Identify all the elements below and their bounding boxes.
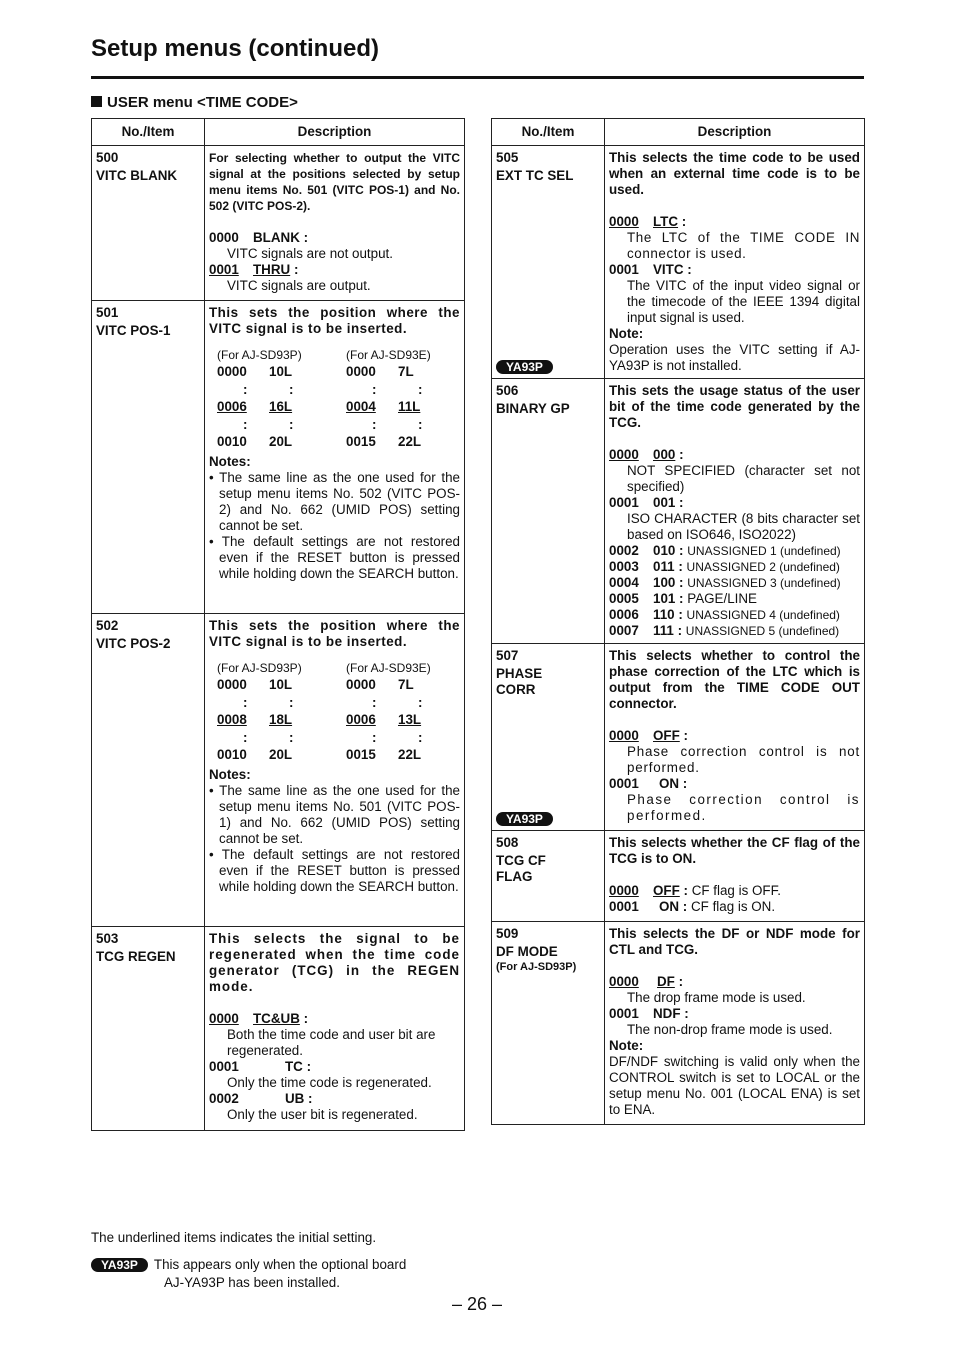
option-colon: : <box>683 728 688 743</box>
option-label: 001 : <box>653 495 684 510</box>
option-label: 011 : <box>653 559 683 574</box>
item-number: 502 <box>96 618 119 633</box>
table-row <box>492 379 865 644</box>
pos-value: 7L <box>398 677 414 692</box>
option-desc: UNASSIGNED 5 (undefined) <box>685 624 840 638</box>
section-heading-text: USER menu <TIME CODE> <box>107 94 298 111</box>
table-row <box>492 922 865 1125</box>
option-label: NDF : <box>653 1006 689 1021</box>
right-settings-table <box>491 118 865 1125</box>
table-row <box>92 146 465 301</box>
note-item: • The default settings are not restored even if the RESET button is pressed while holding down the SEARCH button. <box>209 846 460 894</box>
item-name: DF MODE <box>496 944 558 959</box>
note-item: • The same line as the one used for the setup menu items No. 502 (VITC POS-2) and No. 662 (UMID POS) setting cannot be set. <box>209 469 460 533</box>
item-intro: This selects the DF or NDF mode for CTL and TCG. <box>609 926 860 957</box>
option-desc: ISO CHARACTER (8 bits character set based on ISO646, ISO2022) <box>627 511 860 542</box>
item-number: 507 <box>496 648 519 663</box>
option-code: 0001 <box>609 262 639 277</box>
option-code: 0000 <box>609 974 639 989</box>
item-name: CORR <box>496 682 536 697</box>
pos-value: 0008 <box>217 712 247 728</box>
notes-label: Notes: <box>209 766 251 782</box>
option-code: 0000 <box>609 883 639 898</box>
pos-value: 16L <box>269 399 293 415</box>
option-desc: UNASSIGNED 3 (undefined) <box>687 576 841 590</box>
option-label: TC : <box>285 1059 312 1074</box>
option-label: THRU <box>253 262 291 277</box>
option-desc: Phase correction control is not performed. <box>627 744 860 775</box>
pos-value: 11L <box>398 399 421 415</box>
option-desc: CF flag is OFF. <box>691 883 781 898</box>
option-colon: : <box>681 214 687 229</box>
option-label: 000 <box>653 447 676 462</box>
note-label: Note: <box>609 326 644 341</box>
note-text: DF/NDF switching is valid only when the CONTROL switch is set to LOCAL or the setup menu No. 001 (LOCAL ENA) is set to ENA. <box>609 1054 860 1117</box>
item-intro: This selects whether to control the phase correction of the LTC which is output from the TIME CODE OUT connector. <box>609 648 860 711</box>
option-label: OFF <box>653 728 680 743</box>
table-row <box>92 301 465 614</box>
option-desc: NOT SPECIFIED (character set not specified) <box>627 463 860 494</box>
table-row <box>92 927 465 1131</box>
model-e-header: (For AJ-SD93E) <box>346 348 431 362</box>
note-item: • The default settings are not restored even if the RESET button is pressed while holding down the SEARCH button. <box>209 533 460 581</box>
underline-legend: The underlined items indicates the initial setting. <box>91 1230 377 1245</box>
option-label: DF <box>657 974 675 989</box>
option-code: 0006 <box>609 607 639 622</box>
item-intro: This sets the position where the VITC signal is to be inserted. <box>209 618 460 649</box>
badge-legend-text: This appears only when the optional board <box>153 1257 407 1272</box>
option-colon: : <box>683 883 688 898</box>
option-code: 0000 <box>209 1011 239 1026</box>
option-desc: UNASSIGNED 2 (undefined) <box>686 560 840 574</box>
option-label: LTC <box>653 214 679 229</box>
pos-value: 0000 <box>217 677 247 692</box>
option-label: 110 : <box>653 607 683 622</box>
option-code: 0000 <box>609 728 639 743</box>
page-title: Setup menus (continued) <box>91 35 379 62</box>
ya93p-badge: YA93P <box>496 812 553 826</box>
item-intro: This selects the time code to be used when an external time code is to be used. <box>609 150 860 197</box>
ya93p-badge: YA93P <box>91 1258 148 1272</box>
option-code: 0003 <box>609 559 639 574</box>
item-model-note: (For AJ-SD93P) <box>496 961 577 973</box>
option-label: ON : <box>659 776 688 791</box>
pos-value: 0015 <box>346 747 376 763</box>
pos-value: 22L <box>398 747 422 763</box>
pos-value: 0015 <box>346 434 376 450</box>
item-name: FLAG <box>496 869 533 884</box>
pos-value: 0000 <box>346 677 376 692</box>
item-number: 505 <box>496 150 519 165</box>
option-code: 0000 <box>209 230 239 245</box>
pos-value: 20L <box>269 747 293 763</box>
note-text: Operation uses the VITC setting if AJ-YA93P is not installed. <box>609 342 860 373</box>
option-desc: CF flag is ON. <box>691 899 776 914</box>
model-p-header: (For AJ-SD93P) <box>217 661 302 675</box>
option-desc: Only the time code is regenerated. <box>227 1075 432 1090</box>
option-code: 0001 <box>609 776 639 791</box>
option-code: 0004 <box>609 575 639 590</box>
option-code: 0000 <box>609 214 639 229</box>
option-desc: UNASSIGNED 1 (undefined) <box>687 544 841 558</box>
option-label: BLANK : <box>253 230 309 245</box>
item-intro: This selects the signal to be regenerated when the time code generator (TCG) in the REGEN mode. <box>209 931 460 994</box>
option-label: UB : <box>285 1091 313 1106</box>
header-description: Description <box>205 119 465 146</box>
item-number: 500 <box>96 150 119 165</box>
pos-value: 20L <box>269 434 293 450</box>
pos-value: 0010 <box>217 434 247 450</box>
note-item: • The same line as the one used for the setup menu items No. 501 (VITC POS-1) and No. 662 (UMID POS) setting cannot be set. <box>209 782 460 846</box>
option-code: 0001 <box>209 262 239 277</box>
pos-value: 22L <box>398 434 422 450</box>
header-no-item: No./Item <box>92 119 205 146</box>
option-desc: The non-drop frame mode is used. <box>627 1022 833 1037</box>
pos-value: 10L <box>269 677 293 692</box>
note-label: Note: <box>609 1038 644 1053</box>
option-desc: The VITC of the input video signal or the timecode of the IEEE 1394 digital input signal is used. <box>627 278 860 325</box>
item-number: 503 <box>96 931 119 946</box>
pos-value: 0006 <box>217 399 247 415</box>
item-intro: This selects whether the CF flag of the TCG is to ON. <box>609 835 860 866</box>
option-desc: Phase correction control is performed. <box>627 792 860 823</box>
option-code: 0002 <box>209 1091 239 1106</box>
option-code: 0005 <box>609 591 639 606</box>
option-label: TC&UB <box>253 1011 300 1026</box>
badge-legend <box>91 1256 406 1292</box>
item-number: 509 <box>496 926 519 941</box>
notes-label: Notes: <box>209 453 251 469</box>
pos-value: 10L <box>269 364 293 379</box>
option-desc: PAGE/LINE <box>687 591 757 606</box>
option-desc: VITC signals are not output. <box>227 246 393 261</box>
option-label: 100 : <box>653 575 684 590</box>
pos-value: 18L <box>269 712 293 728</box>
header-description: Description <box>605 119 865 146</box>
item-intro: For selecting whether to output the VITC signal at the positions selected by setup menu items No. 501 (VITC POS-1) and No. 502 (VITC POS-2). <box>209 151 460 213</box>
table-row <box>492 644 865 831</box>
page-number: – 26 – <box>451 1294 503 1314</box>
option-colon: : <box>293 262 299 277</box>
position-table: (For AJ-SD93P) (For AJ-SD93E) 0000 10L 0000 7L : : : : 0006 16L 0004 11L : : : : 0010 20L 0015 22L <box>217 347 460 451</box>
item-name: TCG REGEN <box>96 949 176 964</box>
item-intro: This sets the position where the VITC signal is to be inserted. <box>209 305 460 336</box>
item-name: VITC POS-2 <box>96 636 171 651</box>
option-label: 101 : <box>653 591 684 606</box>
option-code: 0000 <box>609 447 639 462</box>
pos-value: 0004 <box>346 399 376 415</box>
option-desc: VITC signals are output. <box>227 278 371 293</box>
option-desc: Both the time code and user bit are regenerated. <box>227 1027 436 1058</box>
square-bullet-icon <box>91 96 102 107</box>
item-name: PHASE <box>496 666 543 681</box>
ya93p-badge: YA93P <box>496 360 553 374</box>
position-table: (For AJ-SD93P) (For AJ-SD93E) 0000 10L 0000 7L : : : : 0008 18L 0006 13L : : : : 0010 20L 0015 22L <box>217 660 460 764</box>
option-desc: UNASSIGNED 4 (undefined) <box>686 608 840 622</box>
option-label: 010 : <box>653 543 684 558</box>
option-label: OFF <box>653 883 680 898</box>
option-desc: Only the user bit is regenerated. <box>227 1107 418 1122</box>
option-colon: : <box>303 1011 309 1026</box>
left-settings-table <box>91 118 465 1131</box>
option-label: VITC : <box>653 262 692 277</box>
pos-value: 0010 <box>217 747 247 763</box>
option-code: 0001 <box>609 495 639 510</box>
pos-value: 13L <box>398 712 422 728</box>
item-name: BINARY GP <box>496 401 570 416</box>
option-code: 0001 <box>609 1006 639 1021</box>
option-colon: : <box>679 447 684 462</box>
table-row <box>492 831 865 922</box>
item-name: EXT TC SEL <box>496 168 574 183</box>
header-no-item: No./Item <box>492 119 605 146</box>
model-e-header: (For AJ-SD93E) <box>346 661 431 675</box>
option-code: 0007 <box>609 623 639 638</box>
table-row <box>92 614 465 927</box>
title-rule <box>91 76 864 79</box>
item-intro: This sets the usage status of the user bit of the time code generated by the TCG. <box>609 383 860 430</box>
item-number: 501 <box>96 305 119 320</box>
option-code: 0001 <box>609 899 639 914</box>
item-number: 506 <box>496 383 519 398</box>
option-desc: The LTC of the TIME CODE IN connector is used. <box>627 230 860 261</box>
option-desc: The drop frame mode is used. <box>627 990 806 1005</box>
item-name: VITC POS-1 <box>96 323 171 338</box>
option-code: 0002 <box>609 543 639 558</box>
option-label: 111 : <box>653 623 683 638</box>
pos-value: 0000 <box>346 364 376 379</box>
pos-value: 0006 <box>346 712 376 728</box>
item-number: 508 <box>496 835 519 850</box>
pos-value: 0000 <box>217 364 247 379</box>
item-name: TCG CF <box>496 853 546 868</box>
table-row <box>492 146 865 379</box>
pos-value: 7L <box>398 364 414 379</box>
badge-legend-text: AJ-YA93P has been installed. <box>164 1275 340 1290</box>
option-label: ON : <box>659 899 688 914</box>
section-heading <box>91 94 298 112</box>
item-name: VITC BLANK <box>96 168 178 183</box>
option-colon: : <box>678 974 684 989</box>
model-p-header: (For AJ-SD93P) <box>217 348 302 362</box>
option-code: 0001 <box>209 1059 239 1074</box>
